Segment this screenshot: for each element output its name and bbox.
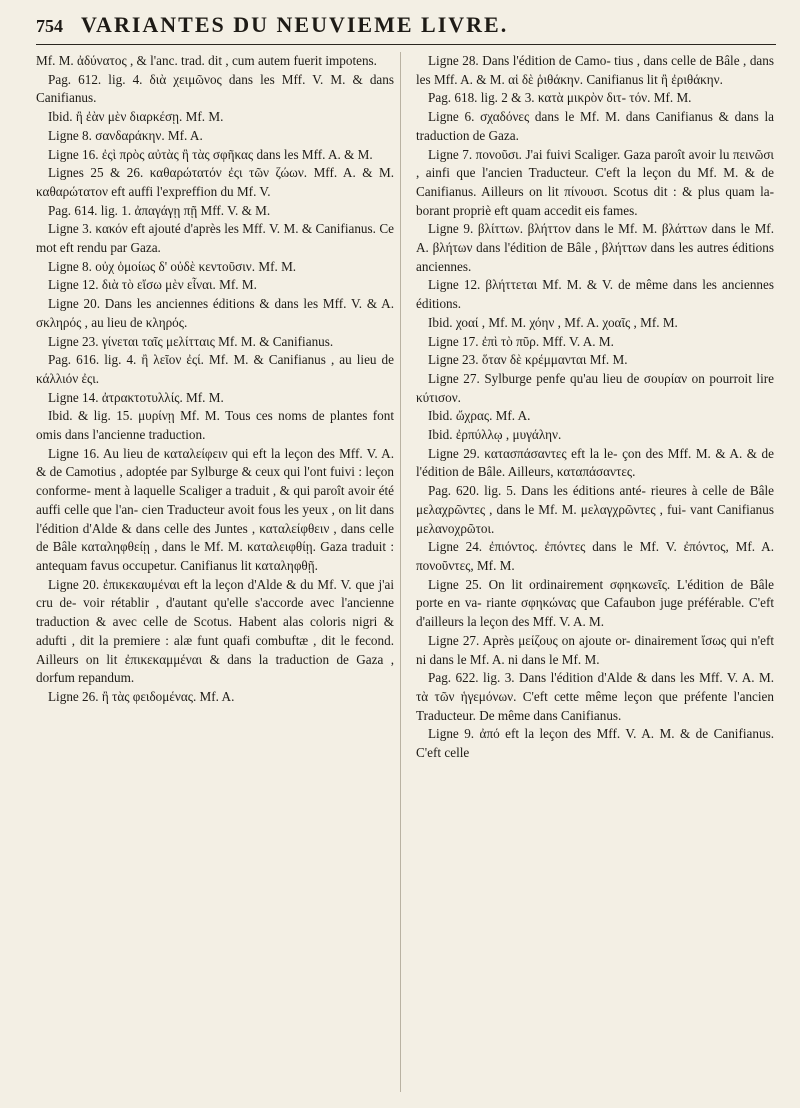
variant-note: Pag. 616. lig. 4. ἢ λεῖον ἐςί. Mf. M. & Canifianus , au lieu de κάλλιόν ἐςι. <box>36 352 394 386</box>
variant-note: Pag. 622. lig. 3. Dans l'édition d'Alde & dans les Mff. V. A. M. τὰ τῶν ἡγεμόνων. C'eft cette même leçon que préfente l'ancien Traducteur. De même dans Canifianus. <box>416 670 774 723</box>
variant-note: Pag. 612. lig. 4. διὰ χειμῶνος dans les Mff. V. M. & dans Canifianus. <box>36 71 394 106</box>
variant-note: Ligne 27. Sylburge penfe qu'au lieu de σουρίαν on pourroit lire κύτισον. <box>416 370 774 405</box>
variant-note: Ligne 25. On lit ordinairement σφηκωνεῖς. L'édition de Bâle porte en va- riante σφηκώνας que Cafaubon juge préférable. C'eft d'ailleurs la leçon des Mff. V. A. M. <box>416 576 774 630</box>
variant-note: Ligne 27. Après μείζους on ajoute or- dinairement ἴσως qui n'eft ni dans le Mf. A. ni dans le Mf. M. <box>416 632 774 667</box>
variant-note: Ibid. ἐρπύλλῳ , μυγάλην. <box>428 427 562 443</box>
column-divider <box>400 52 401 1092</box>
variant-note: Ligne 9. ἀπό eft la leçon des Mff. V. A. M. & de Canifianus. C'eft celle <box>416 726 774 761</box>
page-number: 754 <box>36 16 63 36</box>
variant-note: Mf. M. ἀδύνατος , & l'anc. trad. dit , cum autem fuerit impotens. <box>36 53 377 68</box>
variant-note: Ligne 28. Dans l'édition de Camo- tius , dans celle de Bâle , dans les Mff. A. & M. αἱ δὲ ῥιθάκην. Canifianus lit ἢ ἐριθάκην. <box>416 53 774 87</box>
variant-note: Ligne 20. Dans les anciennes éditions & dans les Mff. V. & A. σκληρός , au lieu de κληρός. <box>36 296 394 330</box>
header-rule <box>36 44 776 45</box>
variant-note: Lignes 25 & 26. καθαρώτατόν ἐςι τῶν ζώων. Mff. A. & M. καθαρώτατον eft auffi l'expreffion du Mf. V. <box>36 165 394 199</box>
page-header <box>36 12 776 48</box>
right-column <box>416 52 774 1102</box>
variant-note: Ibid. χοαί , Mf. M. χόην , Mf. A. χοαῖς , Mf. M. <box>428 314 678 330</box>
variant-note: Ibid. & lig. 15. μυρίνῃ Mf. M. Tous ces noms de plantes font omis dans l'ancienne traduction. <box>36 408 394 443</box>
variant-note: Pag. 618. lig. 2 & 3. κατὰ μικρὸν διτ- τόν. Mf. M. <box>428 90 692 106</box>
variant-note: Ligne 9. βλίττων. βλήττον dans le Mf. M. βλάττων dans le Mf. A. βλήτων dans l'édition de Bâle , βλήττων dans les autres éditions anciennes. <box>416 221 774 274</box>
variant-note: Ligne 16. Au lieu de καταλείφειν qui eft la leçon des Mff. V. A. & de Camotius , adoptée par Sylburge & ceux qui l'ont fuivi : leçon conforme- ment à laquelle Scaliger a traduit , & qui paroît avoir été auffi celle que l'an- cien Traducteur avoit fous les yeux , on lit dans l'édition d'Alde & dans celle des Juntes , καταλείφθειν , dans celle de Bâle καταληφθείῃ , dans le Mf. M. καταλειφθίῃ. Gaza traduit : antequam favus occupetur. Canifianus lit καταληφθῇ. <box>36 445 394 573</box>
variant-note: Ligne 6. σχαδόνες dans le Mf. M. dans Canifianus & dans la traduction de Gaza. <box>416 109 774 143</box>
variant-note: Ligne 17. ἐπὶ τὸ πῦρ. Mff. V. A. M. <box>428 333 614 349</box>
variant-note: Ligne 16. ἐςὶ πρὸς αὐτὰς ἢ τὰς σφῆκας dans les Mff. A. & M. <box>48 146 373 162</box>
variant-note: Ligne 12. διὰ τὸ εἴσω μὲν εἶναι. Mf. M. <box>48 277 257 293</box>
variant-note: Ligne 23. γίνεται ταῖς μελίτταις Mf. M. & Canifianus. <box>48 333 334 349</box>
variant-note: Ligne 24. ἐπιόντος. ἐπόντες dans le Mf. V. ἐπόντος, Mf. A. πονοῦντες, Mf. M. <box>416 539 774 573</box>
variant-note: Pag. 620. lig. 5. Dans les éditions anté- rieures à celle de Bâle μελαχρῶντες , dans le Mf. M. μελαγχρῶντες , fui- vant Canifianus μελανοχρῶτοι. <box>416 483 774 536</box>
variant-note: Ligne 3. κακόν eft ajouté d'après les Mff. V. M. & Canifianus. Ce mot eft rendu par Gaza. <box>36 221 394 256</box>
variant-note: Ligne 20. ἐπικεκαυμέναι eft la leçon d'Alde & du Mf. V. que j'ai cru de- voir rétablir , d'autant qu'elle s'accorde avec l'ancienne traduction & avec celle de Scotus. Habent alas coloris nigri & adufti , dit la premiere : alæ funt quafi combuftæ , dit le fecond. Ailleurs on lit ἐπικεκαμμέναι & dans la traduction de Gaza , dorfum repandum. <box>36 576 394 686</box>
variant-note: Ligne 26. ἢ τὰς φειδομένας. Mf. A. <box>48 688 235 704</box>
left-column <box>36 52 394 1102</box>
variant-note: Ligne 8. οὐχ ὁμοίως δ' οὐδὲ κεντοῦσιν. Mf. M. <box>48 258 297 274</box>
running-head: VARIANTES DU NEUVIEME LIVRE. <box>81 12 509 37</box>
variant-note: Ligne 14. ἀτρακτοτυλλίς. Mf. M. <box>48 389 224 405</box>
variant-note: Ligne 12. βλήττεται Mf. M. & V. de même dans les anciennes éditions. <box>416 277 774 312</box>
variant-note: Ligne 29. κατασπάσαντες eft la le- çon des Mff. M. & A. & de l'édition de Bâle. Ailleurs, καταπάσαντες. <box>416 445 774 480</box>
variant-note: Ligne 8. σανδαράκην. Mf. A. <box>48 127 203 143</box>
variant-note: Pag. 614. lig. 1. ἀπαγάγῃ πῇ Mff. V. & M. <box>48 202 271 218</box>
variant-note: Ibid. ἢ ἐὰν μὲν διαρκέσῃ. Mf. M. <box>48 109 224 125</box>
variant-note: Ligne 23. ὅταν δὲ κρέμμανται Mf. M. <box>428 352 628 368</box>
variant-note: Ligne 7. πονοῦσι. J'ai fuivi Scaliger. Gaza paroît avoir lu πεινῶσι , ainfi que l'ancien Traducteur. C'eft la leçon du Mf. M. & de Canifianus. Ailleurs on lit πίνουσι. Scotus dit : & plus quam la- borant propriè eft quam accedit eis fames. <box>416 146 774 218</box>
variant-note: Ibid. ὤχρας. Mf. A. <box>428 408 531 424</box>
